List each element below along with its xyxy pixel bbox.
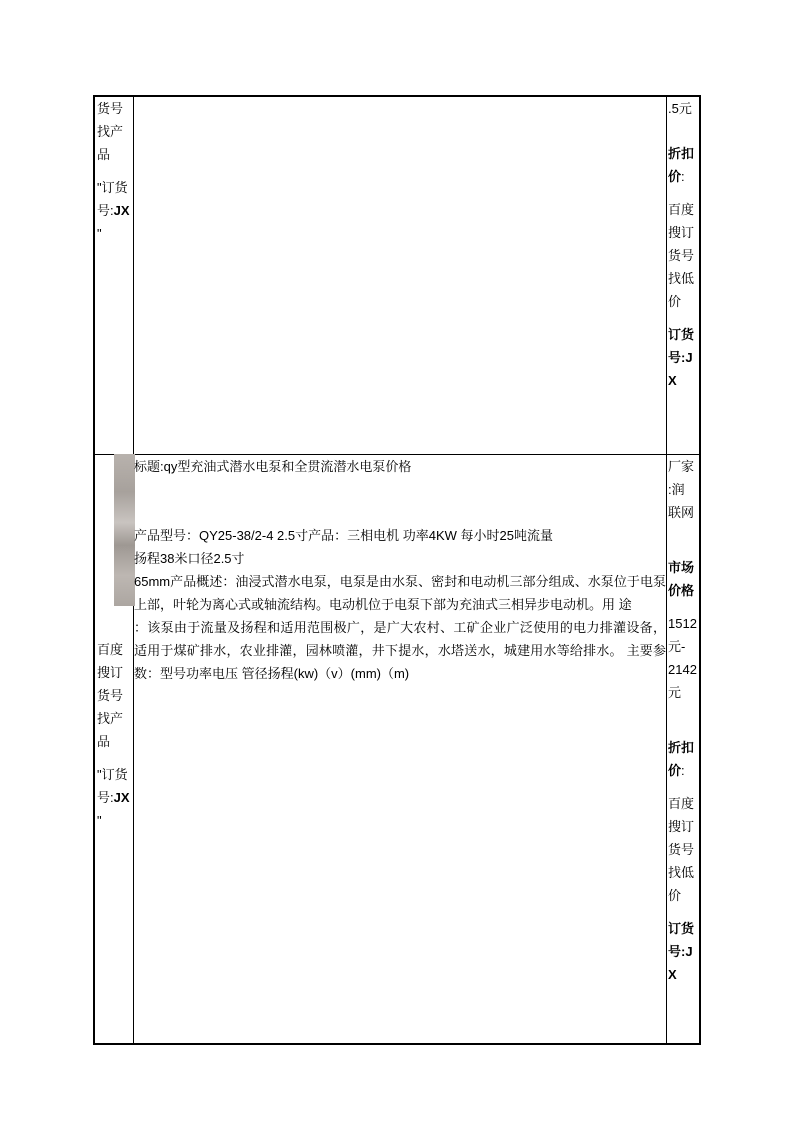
- row1-left-line5: [97, 199, 133, 222]
- row1-left-line3: 品: [97, 147, 111, 162]
- order-prefix: 号:: [97, 203, 114, 218]
- search-line-4: 找低: [668, 865, 695, 880]
- product-usage: ：该泵由于流量及扬程和适用范围极广，是广大农村、工矿企业广泛使用的电力排灌设备，适用于煤矿排水，农业排灌，园林喷灌，井下提水，水塔送水，城建用水等给排水。 主要参数：型号功率电压 管径扬程(kw)（v）(mm)（m): [134, 620, 666, 681]
- row2-middle-cell: [134, 455, 666, 685]
- row2-left-line1: 百度: [97, 642, 124, 657]
- order-line-1: 订货: [668, 327, 695, 342]
- row2-left-cell: [97, 638, 133, 832]
- search-line-1: 百度: [668, 796, 695, 811]
- search-line-5: 价: [668, 294, 682, 309]
- order-code: JX: [113, 790, 130, 805]
- row2-right-cell: [668, 455, 702, 986]
- row1-left-line4: "订货: [97, 180, 128, 195]
- price-line-1: 1512: [668, 616, 697, 631]
- product-title: 标题:qy型充油式潜水电泵和全贯流潜水电泵价格: [134, 459, 412, 474]
- order-code: JX: [113, 203, 130, 218]
- row2-left-line5: 品: [97, 734, 111, 749]
- row1-left-cell: [97, 97, 133, 245]
- search-line-3: 货号: [668, 248, 695, 263]
- price-tail: .5元: [668, 101, 692, 116]
- discount-label-1: 折扣: [668, 740, 695, 755]
- row2-left-line4: 找产: [97, 711, 124, 726]
- search-line-2: 搜订: [668, 819, 695, 834]
- price-line-4: 元: [668, 685, 682, 700]
- order-line-2: 号:J: [668, 350, 693, 365]
- discount-label-2: 价:: [668, 763, 685, 778]
- product-model-line: 产品型号：QY25-38/2-4 2.5寸产品：三相电机 功率4KW 每小时25吨流量: [134, 528, 553, 543]
- order-line-1: 订货: [668, 921, 695, 936]
- market-price-label-2: 价格: [668, 583, 695, 598]
- vendor-line-1: 厂家: [668, 459, 695, 474]
- row2-left-line3: 货号: [97, 688, 124, 703]
- row1-left-line1: 货号: [97, 101, 124, 116]
- discount-label-1: 折扣: [668, 146, 695, 161]
- price-line-2: 元-: [668, 639, 686, 654]
- order-prefix: 号:: [97, 790, 114, 805]
- order-line-3: X: [668, 373, 677, 388]
- search-line-3: 货号: [668, 842, 695, 857]
- row1-left-line2: 找产: [97, 124, 124, 139]
- product-spec-line: 扬程38米口径2.5寸: [134, 551, 245, 566]
- row1-right-cell: [668, 97, 702, 392]
- vendor-line-3: 联网: [668, 505, 695, 520]
- search-line-5: 价: [668, 888, 682, 903]
- row2-left-line2: 搜订: [97, 665, 124, 680]
- product-table: [93, 95, 701, 1045]
- vendor-line-2: :润: [668, 482, 685, 497]
- product-photo: [114, 454, 135, 606]
- order-line-2: 号:J: [668, 944, 693, 959]
- search-line-1: 百度: [668, 202, 695, 217]
- search-line-2: 搜订: [668, 225, 695, 240]
- product-overview: 65mm产品概述：油浸式潜水电泵，电泵是由水泵、密封和电动机三部分组成、水泵位于电泵上部，叶轮为离心式或轴流结构。电动机位于电泵下部为充油式三相异步电动机。用 途: [134, 574, 666, 612]
- market-price-label-1: 市场: [668, 560, 695, 575]
- row2-left-line8: ": [97, 813, 102, 828]
- column-divider-right: [666, 97, 667, 1043]
- row2-left-line7: [97, 786, 133, 809]
- row2-left-line6: "订货: [97, 767, 128, 782]
- search-line-4: 找低: [668, 271, 695, 286]
- row1-left-line6: ": [97, 226, 102, 241]
- price-line-3: 2142: [668, 662, 697, 677]
- order-line-3: X: [668, 967, 677, 982]
- discount-label-2: 价:: [668, 169, 685, 184]
